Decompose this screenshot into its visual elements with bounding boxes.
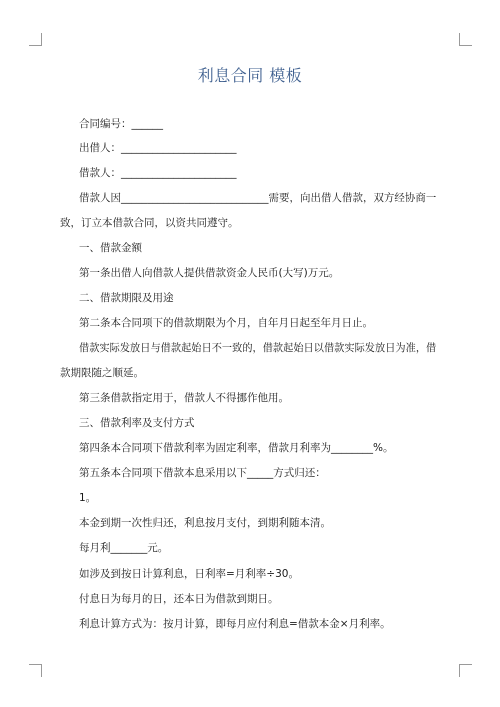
- lender-line: 出借人：______________________: [79, 142, 237, 154]
- paragraph-line: 借款实际发放日与借款起始日不一致的，借款起始日以借款实际发放日为准，借: [79, 342, 437, 354]
- paragraph-line: 第四条本合同项下借款利率为固定利率，借款月利率为________%。: [79, 442, 394, 454]
- borrower-line: 借款人：______________________: [79, 167, 237, 179]
- section-heading: 一、借款金额: [79, 242, 142, 254]
- list-item: 1。: [79, 492, 97, 504]
- paragraph-line: 第三条借款指定用于，借款人不得挪作他用。: [79, 392, 289, 404]
- paragraph-line: 利息计算方式为：按月计算，即每月应付利息=借款本金×月利率。: [79, 618, 391, 630]
- paragraph-line: 第一条出借人向借款人提供借款资金人民币(大写)万元。: [79, 267, 340, 279]
- crop-mark-top-left: [29, 33, 42, 46]
- crop-mark-top-right: [459, 33, 472, 46]
- paragraph-line: 款期限随之顺延。: [60, 367, 144, 379]
- section-heading: 三、借款利率及支付方式: [79, 417, 195, 429]
- paragraph-line: 本金到期一次性归还，利息按月支付，到期利随本清。: [79, 517, 331, 529]
- paragraph-line: 致，订立本借款合同，以资共同遵守。: [60, 217, 239, 229]
- contract-number-line: 合同编号：______: [79, 118, 163, 130]
- paragraph-line: 第五条本合同项下借款本息采用以下_____方式归还：: [79, 467, 326, 479]
- document-title: 利息合同 模板: [197, 66, 303, 85]
- paragraph-line: 借款人因____________________________需要，向出借人借款，双方经协商一: [79, 192, 437, 204]
- paragraph-line: 第二条本合同项下的借款期限为个月，自年月日起至年月日止。: [79, 317, 373, 329]
- paragraph-line: 如涉及到按日计算利息，日利率=月利率÷30。: [79, 568, 299, 580]
- paragraph-line: 付息日为每月的日，还本日为借款到期日。: [79, 593, 279, 605]
- crop-mark-bottom-left: [29, 664, 42, 677]
- paragraph-line: 每月利_______元。: [79, 542, 169, 554]
- crop-mark-bottom-right: [459, 664, 472, 677]
- section-heading: 二、借款期限及用途: [79, 292, 174, 304]
